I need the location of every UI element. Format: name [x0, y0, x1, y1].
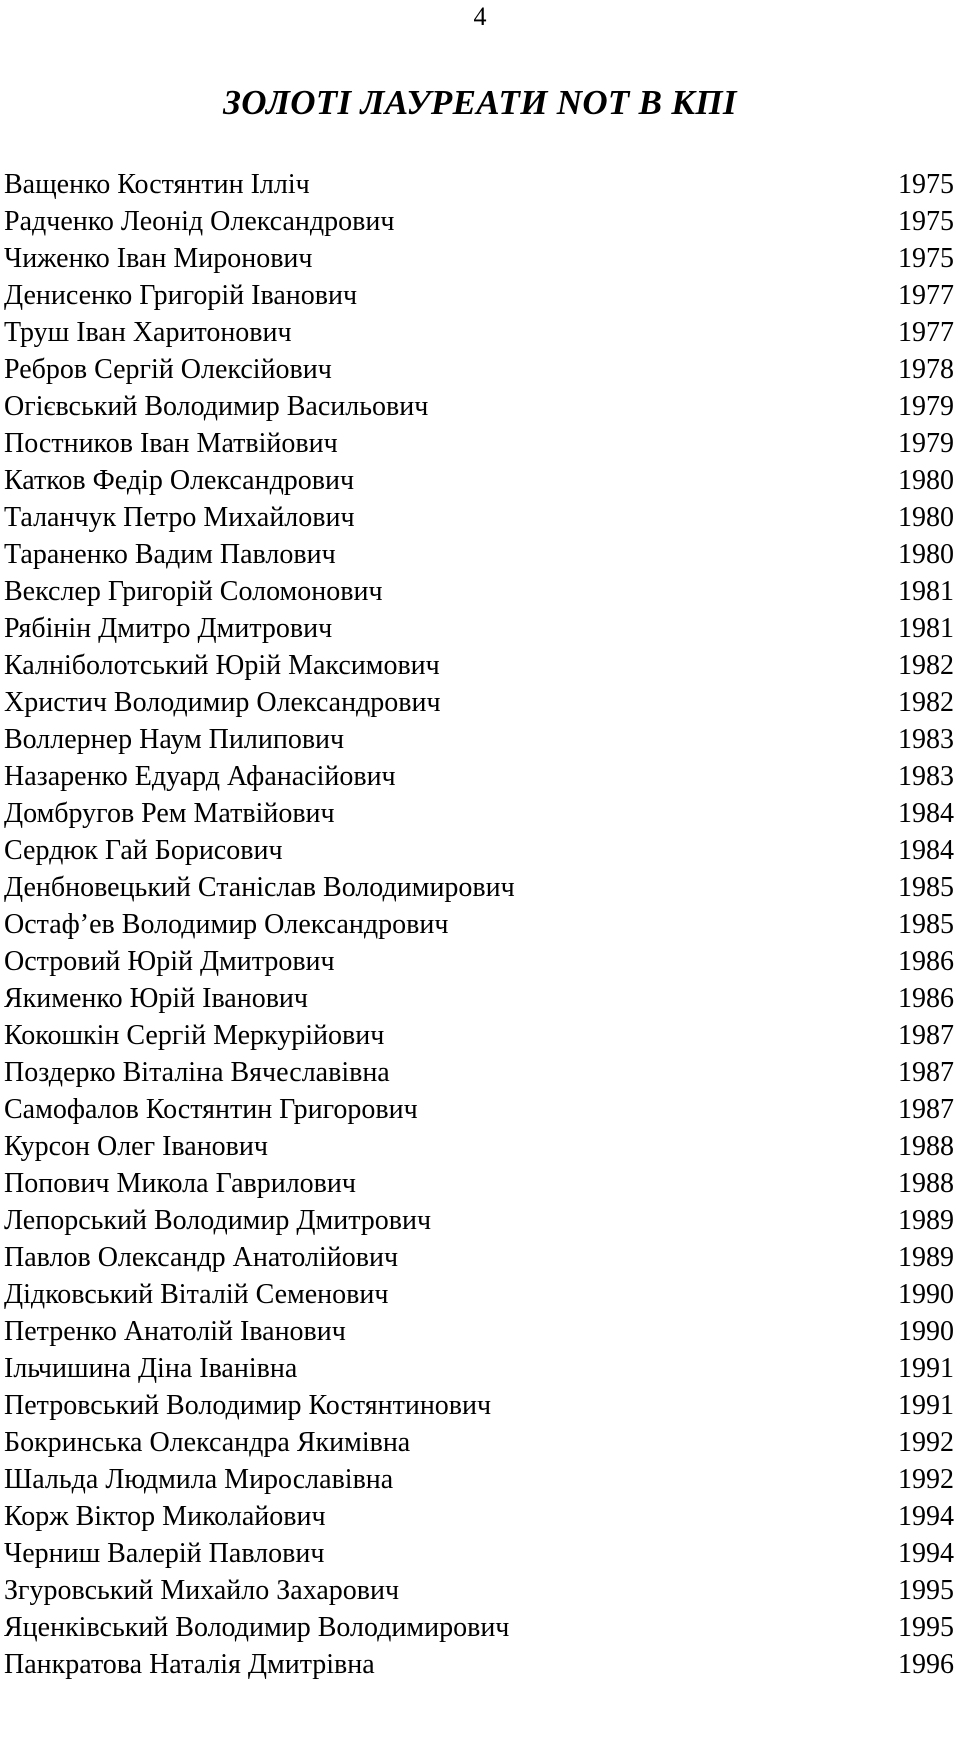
- laureate-name: Калніболотський Юрій Максимович: [4, 650, 440, 681]
- laureate-row: [4, 351, 956, 388]
- laureate-row: [4, 1313, 956, 1350]
- laureate-name: Радченко Леонід Олександрович: [4, 206, 395, 237]
- laureate-row: [4, 1572, 956, 1609]
- laureate-year: 1980: [898, 465, 954, 496]
- laureate-row: [4, 1054, 956, 1091]
- laureate-row: [4, 795, 956, 832]
- laureate-row: [4, 1535, 956, 1572]
- laureate-year: 1992: [898, 1464, 954, 1495]
- laureate-name: Самофалов Костянтин Григорович: [4, 1094, 418, 1125]
- laureate-row: [4, 1017, 956, 1054]
- laureate-year: 1987: [898, 1057, 954, 1088]
- laureate-year: 1977: [898, 317, 954, 348]
- laureate-year: 1975: [898, 169, 954, 200]
- laureate-row: [4, 1387, 956, 1424]
- laureate-name: Петренко Анатолій Іванович: [4, 1316, 346, 1347]
- laureate-year: 1975: [898, 243, 954, 274]
- laureate-name: Назаренко Едуард Афанасійович: [4, 761, 396, 792]
- laureate-year: 1992: [898, 1427, 954, 1458]
- laureate-row: [4, 758, 956, 795]
- laureate-year: 1985: [898, 909, 954, 940]
- laureate-name: Поздерко Віталіна Вячеславівна: [4, 1057, 390, 1088]
- laureate-name: Домбругов Рем Матвійович: [4, 798, 335, 829]
- laureate-year: 1980: [898, 502, 954, 533]
- laureate-name: Тараненко Вадим Павлович: [4, 539, 336, 570]
- laureate-year: 1982: [898, 687, 954, 718]
- laureate-year: 1995: [898, 1612, 954, 1643]
- laureate-year: 1986: [898, 946, 954, 977]
- laureate-row: [4, 425, 956, 462]
- laureate-name: Сердюк Гай Борисович: [4, 835, 283, 866]
- laureate-name: Островий Юрій Дмитрович: [4, 946, 335, 977]
- laureate-name: Христич Володимир Олександрович: [4, 687, 441, 718]
- laureate-name: Попович Микола Гаврилович: [4, 1168, 356, 1199]
- laureate-row: [4, 1202, 956, 1239]
- laureate-row: [4, 462, 956, 499]
- laureate-name: Катков Федір Олександрович: [4, 465, 355, 496]
- laureate-year: 1983: [898, 724, 954, 755]
- laureate-row: [4, 536, 956, 573]
- laureate-row: [4, 1461, 956, 1498]
- laureate-row: [4, 1165, 956, 1202]
- laureate-year: 1987: [898, 1094, 954, 1125]
- laureate-row: [4, 906, 956, 943]
- laureate-name: Денисенко Григорій Іванович: [4, 280, 358, 311]
- laureate-name: Воллернер Наум Пилипович: [4, 724, 345, 755]
- laureate-year: 1991: [898, 1390, 954, 1421]
- laureate-name: Кокошкін Сергій Меркурійович: [4, 1020, 385, 1051]
- laureate-year: 1988: [898, 1168, 954, 1199]
- laureate-year: 1981: [898, 576, 954, 607]
- laureate-row: [4, 943, 956, 980]
- laureate-year: 1986: [898, 983, 954, 1014]
- laureate-name: Остаф’ев Володимир Олександрович: [4, 909, 449, 940]
- laureate-year: 1989: [898, 1205, 954, 1236]
- laureate-name: Якименко Юрій Іванович: [4, 983, 308, 1014]
- laureate-name: Труш Іван Харитонович: [4, 317, 292, 348]
- laureate-name: Ільчишина Діна Іванівна: [4, 1353, 298, 1384]
- laureate-year: 1975: [898, 206, 954, 237]
- laureate-row: [4, 1091, 956, 1128]
- laureate-year: 1994: [898, 1538, 954, 1569]
- laureate-name: Таланчук Петро Михайлович: [4, 502, 355, 533]
- laureate-row: [4, 1646, 956, 1683]
- laureate-name: Денбновецький Станіслав Володимирович: [4, 872, 515, 903]
- laureate-name: Павлов Олександр Анатолійович: [4, 1242, 399, 1273]
- laureate-year: 1983: [898, 761, 954, 792]
- laureate-row: [4, 499, 956, 536]
- laureate-row: [4, 277, 956, 314]
- laureate-row: [4, 1239, 956, 1276]
- laureate-name: Згуровський Михайло Захарович: [4, 1575, 400, 1606]
- laureate-row: [4, 1276, 956, 1313]
- laureate-list: [4, 166, 956, 1683]
- laureate-year: 1979: [898, 391, 954, 422]
- laureate-name: Бокринська Олександра Якимівна: [4, 1427, 411, 1458]
- laureate-year: 1988: [898, 1131, 954, 1162]
- laureate-row: [4, 647, 956, 684]
- laureate-year: 1991: [898, 1353, 954, 1384]
- laureate-name: Постников Іван Матвійович: [4, 428, 338, 459]
- laureate-year: 1981: [898, 613, 954, 644]
- laureate-name: Панкратова Наталія Дмитрівна: [4, 1649, 375, 1680]
- laureate-year: 1982: [898, 650, 954, 681]
- laureate-name: Ребров Сергій Олексійович: [4, 354, 332, 385]
- laureate-row: [4, 1128, 956, 1165]
- laureate-name: Лепорський Володимир Дмитрович: [4, 1205, 432, 1236]
- laureate-name: Яценківський Володимир Володимирович: [4, 1612, 510, 1643]
- laureate-year: 1979: [898, 428, 954, 459]
- laureate-year: 1996: [898, 1649, 954, 1680]
- laureate-row: [4, 721, 956, 758]
- laureate-row: [4, 203, 956, 240]
- laureate-name: Шальда Людмила Мирославівна: [4, 1464, 394, 1495]
- laureate-name: Корж Віктор Миколайович: [4, 1501, 326, 1532]
- laureate-row: [4, 980, 956, 1017]
- laureate-row: [4, 1609, 956, 1646]
- laureate-year: 1989: [898, 1242, 954, 1273]
- laureate-row: [4, 573, 956, 610]
- laureate-name: Петровський Володимир Костянтинович: [4, 1390, 492, 1421]
- laureate-name: Чиженко Іван Миронович: [4, 243, 313, 274]
- laureate-year: 1977: [898, 280, 954, 311]
- laureate-year: 1990: [898, 1279, 954, 1310]
- laureate-name: Дідковський Віталій Семенович: [4, 1279, 389, 1310]
- laureate-year: 1987: [898, 1020, 954, 1051]
- laureate-year: 1994: [898, 1501, 954, 1532]
- laureate-year: 1984: [898, 798, 954, 829]
- laureate-year: 1980: [898, 539, 954, 570]
- laureate-year: 1984: [898, 835, 954, 866]
- page-number: 4: [473, 2, 487, 31]
- laureate-row: [4, 1350, 956, 1387]
- laureate-year: 1978: [898, 354, 954, 385]
- laureate-row: [4, 240, 956, 277]
- laureate-row: [4, 1424, 956, 1461]
- laureate-row: [4, 388, 956, 425]
- laureate-year: 1985: [898, 872, 954, 903]
- laureate-name: Рябінін Дмитро Дмитрович: [4, 613, 333, 644]
- laureate-name: Ващенко Костянтин Ілліч: [4, 169, 310, 200]
- laureate-year: 1990: [898, 1316, 954, 1347]
- laureate-row: [4, 1498, 956, 1535]
- laureate-year: 1995: [898, 1575, 954, 1606]
- laureate-name: Огієвський Володимир Васильович: [4, 391, 429, 422]
- laureate-row: [4, 610, 956, 647]
- laureate-row: [4, 314, 956, 351]
- laureate-row: [4, 869, 956, 906]
- laureate-row: [4, 832, 956, 869]
- laureate-name: Черниш Валерій Павлович: [4, 1538, 325, 1569]
- page-title: ЗОЛОТІ ЛАУРЕАТИ NOT В КПІ: [223, 83, 737, 122]
- laureate-name: Векслер Григорій Соломонович: [4, 576, 383, 607]
- laureate-row: [4, 166, 956, 203]
- laureate-name: Курсон Олег Іванович: [4, 1131, 268, 1162]
- laureate-row: [4, 684, 956, 721]
